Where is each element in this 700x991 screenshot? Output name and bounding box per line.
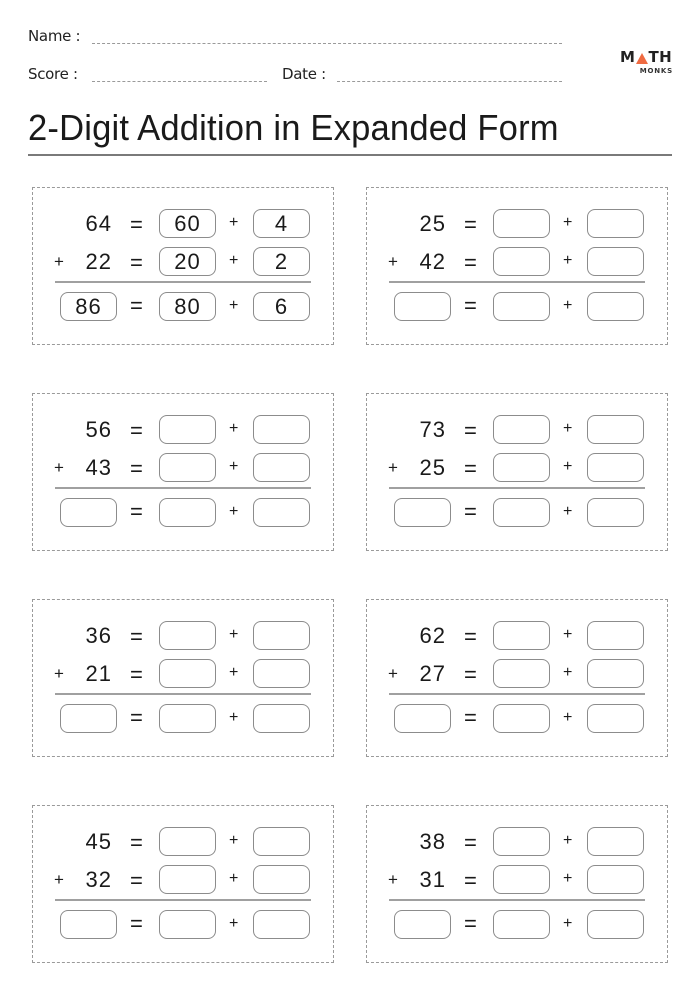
name-label: Name : xyxy=(28,27,81,45)
sum-line xyxy=(389,487,645,489)
addend-1: 56 xyxy=(85,417,112,442)
sum-tens-box[interactable] xyxy=(493,704,550,733)
plus-sign: + xyxy=(563,503,573,520)
addend-2-ones-box[interactable] xyxy=(587,659,644,688)
addend-1-tens-box[interactable] xyxy=(493,621,550,650)
addition-sign: + xyxy=(54,458,64,477)
addend-2: 32 xyxy=(85,867,112,892)
problem-card xyxy=(366,805,668,963)
addend-2-tens-box[interactable] xyxy=(493,453,550,482)
plus-sign: + xyxy=(563,458,573,475)
addend-2-tens-box[interactable] xyxy=(159,453,216,482)
addend-2: 43 xyxy=(85,455,112,480)
name-field[interactable] xyxy=(92,43,562,44)
plus-sign: + xyxy=(229,458,239,475)
equals-sign: = xyxy=(130,456,143,481)
equals-sign: = xyxy=(464,418,477,443)
plus-sign: + xyxy=(563,832,573,849)
page-title: 2-Digit Addition in Expanded Form xyxy=(28,107,559,148)
plus-sign: + xyxy=(563,626,573,643)
sum-line xyxy=(389,899,645,901)
sum-line xyxy=(55,899,311,901)
sum-tens-box[interactable] xyxy=(159,498,216,527)
addend-2: 42 xyxy=(419,249,446,274)
equals-sign: = xyxy=(130,250,143,275)
addend-1: 36 xyxy=(85,623,112,648)
equals-sign: = xyxy=(464,911,477,936)
addend-1: 25 xyxy=(419,211,446,236)
title-divider xyxy=(28,154,672,156)
equals-sign: = xyxy=(130,868,143,893)
addend-1: 73 xyxy=(419,417,446,442)
triangle-icon xyxy=(636,53,648,64)
sum-tens-box[interactable]: 80 xyxy=(159,292,216,321)
equals-sign: = xyxy=(130,418,143,443)
addend-1-tens-box[interactable]: 60 xyxy=(159,209,216,238)
sum-ones-box[interactable] xyxy=(587,704,644,733)
sum-ones-box[interactable] xyxy=(253,704,310,733)
equals-sign: = xyxy=(130,662,143,687)
plus-sign: + xyxy=(229,709,239,726)
sum-box[interactable] xyxy=(394,498,451,527)
addition-sign: + xyxy=(388,664,398,683)
sum-line xyxy=(55,281,311,283)
addend-1-tens-box[interactable] xyxy=(159,827,216,856)
addend-1: 62 xyxy=(419,623,446,648)
plus-sign: + xyxy=(563,915,573,932)
equals-sign: = xyxy=(130,499,143,524)
sum-box[interactable] xyxy=(60,910,117,939)
addend-1-ones-box[interactable] xyxy=(253,415,310,444)
plus-sign: + xyxy=(563,252,573,269)
sum-tens-box[interactable] xyxy=(159,704,216,733)
score-label: Score : xyxy=(28,65,78,83)
addition-sign: + xyxy=(54,870,64,889)
plus-sign: + xyxy=(563,420,573,437)
equals-sign: = xyxy=(464,293,477,318)
sum-ones-box[interactable] xyxy=(587,292,644,321)
equals-sign: = xyxy=(464,250,477,275)
date-label: Date : xyxy=(282,65,326,83)
logo-text-th: TH xyxy=(648,48,673,66)
equals-sign: = xyxy=(464,830,477,855)
problem-card xyxy=(32,599,334,757)
score-field[interactable] xyxy=(92,81,267,82)
sum-tens-box[interactable] xyxy=(493,292,550,321)
sum-line xyxy=(55,693,311,695)
addend-1-tens-box[interactable] xyxy=(493,827,550,856)
addend-1-ones-box[interactable] xyxy=(253,621,310,650)
addend-2-tens-box[interactable] xyxy=(493,865,550,894)
sum-box[interactable] xyxy=(394,292,451,321)
sum-box[interactable] xyxy=(394,704,451,733)
addend-2-ones-box[interactable] xyxy=(587,453,644,482)
equals-sign: = xyxy=(130,293,143,318)
equals-sign: = xyxy=(130,705,143,730)
plus-sign: + xyxy=(229,870,239,887)
equals-sign: = xyxy=(464,662,477,687)
addend-2-ones-box[interactable] xyxy=(587,247,644,276)
addend-2-ones-box[interactable] xyxy=(587,865,644,894)
addend-2: 25 xyxy=(419,455,446,480)
addend-2-tens-box[interactable] xyxy=(159,865,216,894)
problem-card xyxy=(366,393,668,551)
sum-box[interactable]: 86 xyxy=(60,292,117,321)
addend-2-tens-box[interactable] xyxy=(159,659,216,688)
equals-sign: = xyxy=(464,868,477,893)
equals-sign: = xyxy=(464,456,477,481)
sum-line xyxy=(389,693,645,695)
sum-ones-box[interactable]: 6 xyxy=(253,292,310,321)
plus-sign: + xyxy=(229,832,239,849)
addend-1-ones-box[interactable] xyxy=(253,827,310,856)
problem-card xyxy=(32,187,334,345)
equals-sign: = xyxy=(464,212,477,237)
plus-sign: + xyxy=(229,252,239,269)
sum-ones-box[interactable] xyxy=(587,498,644,527)
addend-1-ones-box[interactable] xyxy=(587,621,644,650)
addend-2: 31 xyxy=(419,867,446,892)
sum-box[interactable] xyxy=(394,910,451,939)
equals-sign: = xyxy=(130,911,143,936)
addend-2-tens-box[interactable] xyxy=(493,659,550,688)
sum-tens-box[interactable] xyxy=(159,910,216,939)
addend-1-tens-box[interactable] xyxy=(159,415,216,444)
addend-1: 38 xyxy=(419,829,446,854)
logo-text-m: M xyxy=(620,48,636,66)
addend-1-ones-box[interactable] xyxy=(587,209,644,238)
addition-sign: + xyxy=(54,664,64,683)
equals-sign: = xyxy=(130,624,143,649)
sum-ones-box[interactable] xyxy=(587,910,644,939)
sum-box[interactable] xyxy=(60,498,117,527)
addend-2-ones-box[interactable] xyxy=(253,865,310,894)
addition-sign: + xyxy=(54,252,64,271)
plus-sign: + xyxy=(229,503,239,520)
sum-tens-box[interactable] xyxy=(493,498,550,527)
addition-sign: + xyxy=(388,252,398,271)
plus-sign: + xyxy=(229,626,239,643)
addend-2-ones-box[interactable] xyxy=(253,453,310,482)
addend-2: 22 xyxy=(85,249,112,274)
addend-2: 21 xyxy=(85,661,112,686)
addend-2-ones-box[interactable] xyxy=(253,659,310,688)
addend-2-tens-box[interactable] xyxy=(493,247,550,276)
addition-sign: + xyxy=(388,458,398,477)
addend-2-tens-box[interactable]: 20 xyxy=(159,247,216,276)
plus-sign: + xyxy=(229,297,239,314)
sum-tens-box[interactable] xyxy=(493,910,550,939)
date-field[interactable] xyxy=(337,81,562,82)
logo-subtext: MONKS xyxy=(639,67,673,75)
sum-line xyxy=(55,487,311,489)
plus-sign: + xyxy=(563,664,573,681)
plus-sign: + xyxy=(563,297,573,314)
problem-card xyxy=(366,187,668,345)
equals-sign: = xyxy=(464,705,477,730)
math-monks-logo xyxy=(620,50,674,84)
plus-sign: + xyxy=(229,915,239,932)
addend-1-tens-box[interactable] xyxy=(493,415,550,444)
addition-sign: + xyxy=(388,870,398,889)
plus-sign: + xyxy=(229,214,239,231)
equals-sign: = xyxy=(464,499,477,524)
problem-card xyxy=(32,805,334,963)
sum-box[interactable] xyxy=(60,704,117,733)
addend-1-ones-box[interactable]: 4 xyxy=(253,209,310,238)
sum-ones-box[interactable] xyxy=(253,498,310,527)
addend-2: 27 xyxy=(419,661,446,686)
equals-sign: = xyxy=(130,830,143,855)
problem-card xyxy=(366,599,668,757)
equals-sign: = xyxy=(464,624,477,649)
equals-sign: = xyxy=(130,212,143,237)
plus-sign: + xyxy=(563,870,573,887)
addend-1-tens-box[interactable] xyxy=(159,621,216,650)
plus-sign: + xyxy=(229,664,239,681)
plus-sign: + xyxy=(229,420,239,437)
problem-card xyxy=(32,393,334,551)
addend-1: 64 xyxy=(85,211,112,236)
addend-1: 45 xyxy=(85,829,112,854)
plus-sign: + xyxy=(563,214,573,231)
plus-sign: + xyxy=(563,709,573,726)
sum-ones-box[interactable] xyxy=(253,910,310,939)
sum-line xyxy=(389,281,645,283)
addend-1-tens-box[interactable] xyxy=(493,209,550,238)
addend-1-ones-box[interactable] xyxy=(587,827,644,856)
addend-2-ones-box[interactable]: 2 xyxy=(253,247,310,276)
addend-1-ones-box[interactable] xyxy=(587,415,644,444)
